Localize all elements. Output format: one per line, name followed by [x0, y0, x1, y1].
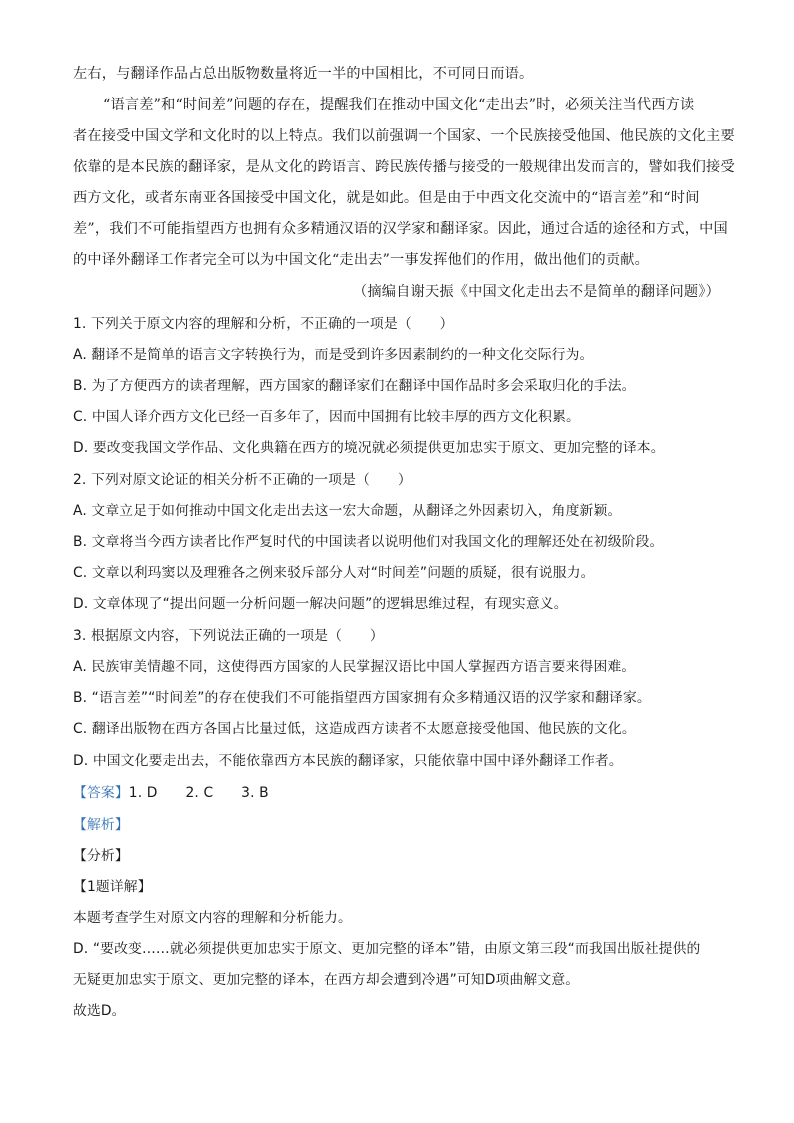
passage-line-7: 的中译外翻译工作者完全可以为中国文化“走出去”一事发挥他们的作用，做出他们的贡献。	[73, 252, 650, 268]
passage-line-5: 西方文化，或者东南亚各国接受中国文化，就是如此。但是由于中西文化交流中的“语言差”和“时间	[73, 190, 700, 206]
passage-line-3: 者在接受中国文学和文化时的以上特点。我们以前强调一个国家、一个民族接受他国、他民族的文化主要	[73, 128, 735, 144]
question-3-stem: 3. 根据原文内容，下列说法正确的一项是（ ）	[73, 628, 384, 644]
question-3-option-b: B. “语言差”“时间差”的存在使我们不可能指望西方国家拥有众多精通汉语的汉学家和翻译家。	[73, 690, 651, 706]
analysis-line-1: 本题考查学生对原文内容的理解和分析能力。	[73, 910, 352, 926]
question-2-option-b: B. 文章将当今西方读者比作严复时代的中国读者以说明他们对我国文化的理解还处在初级阶段。	[73, 534, 664, 550]
question-3-option-d: D. 中国文化要走出去，不能依靠西方本民族的翻译家，只能依靠中国中译外翻译工作者。	[73, 753, 623, 769]
question-1-option-b: B. 为了方便西方的读者理解，西方国家的翻译家们在翻译中国作品时多会采取归化的手法。	[73, 378, 636, 394]
question-1-stem: 1. 下列关于原文内容的理解和分析，不正确的一项是（ ）	[73, 316, 454, 332]
answer-row	[73, 783, 269, 803]
passage-line-6: 差”，我们不可能指望西方也拥有众多精通汉语的汉学家和翻译家。因此，通过合适的途径和方式，中国	[73, 221, 728, 237]
question-1-option-a: A. 翻译不是简单的语言文字转换行为，而是受到许多因素制约的一种文化交际行为。	[73, 347, 594, 363]
analysis-detail-title: 【1题详解】	[73, 879, 152, 895]
question-1-option-c: C. 中国人译介西方文化已经一百多年了，因而中国拥有比较丰厚的西方文化积累。	[73, 409, 580, 425]
question-2-option-c: C. 文章以利玛窦以及理雅各之例来驳斥部分人对“时间差”问题的质疑，很有说服力。	[73, 565, 595, 581]
analysis-line-4: 故选D。	[73, 1003, 126, 1019]
passage-line-4: 依靠的是本民族的翻译家，是从文化的跨语言、跨民族传播与接受的一般规律出发而言的，譬如我们接受	[73, 159, 735, 175]
analysis-line-3: 无疑更加忠实于原文、更加完整的译本，在西方却会遭到冷遇”可知D项曲解文意。	[73, 972, 580, 988]
passage-line-2: “语言差”和“时间差”问题的存在，提醒我们在推动中国文化“走出去”时，必须关注当代西方读	[103, 97, 695, 113]
question-3-option-a: A. 民族审美情趣不同，这使得西方国家的人民掌握汉语比中国人掌握西方语言要来得困难。	[73, 659, 636, 675]
question-2-stem: 2. 下列对原文论证的相关分析不正确的一项是（ ）	[73, 472, 412, 488]
question-1-option-d: D. 要改变我国文学作品、文化典籍在西方的境况就必须提供更加忠实于原文、更加完整的译本。	[73, 440, 665, 456]
answer-label: 【答案】	[73, 785, 129, 801]
answer-values: 1. D 2. C 3. B	[128, 785, 269, 801]
analysis-line-2: D. “要改变……就必须提供更加忠实于原文、更加完整的译本”错，由原文第三段“而我国出版社提供的	[73, 941, 701, 957]
passage-line-1: 左右，与翻译作品占总出版物数量将近一半的中国相比，不可同日而语。	[73, 66, 534, 82]
question-3-option-c: C. 翻译出版物在西方各国占比量过低，这造成西方读者不太愿意接受他国、他民族的文化。	[73, 721, 636, 737]
question-2-option-d: D. 文章体现了“提出问题一分析问题一解决问题”的逻辑思维过程，有现实意义。	[73, 596, 568, 612]
question-2-option-a: A. 文章立足于如何推动中国文化走出去这一宏大命题，从翻译之外因素切入，角度新颖。	[73, 503, 622, 519]
analysis-label: 【解析】	[73, 817, 129, 833]
analysis-fenxi-label: 【分析】	[73, 848, 129, 864]
passage-source: （摘编自谢天振《中国文化走出去不是简单的翻译问题》）	[353, 284, 720, 300]
